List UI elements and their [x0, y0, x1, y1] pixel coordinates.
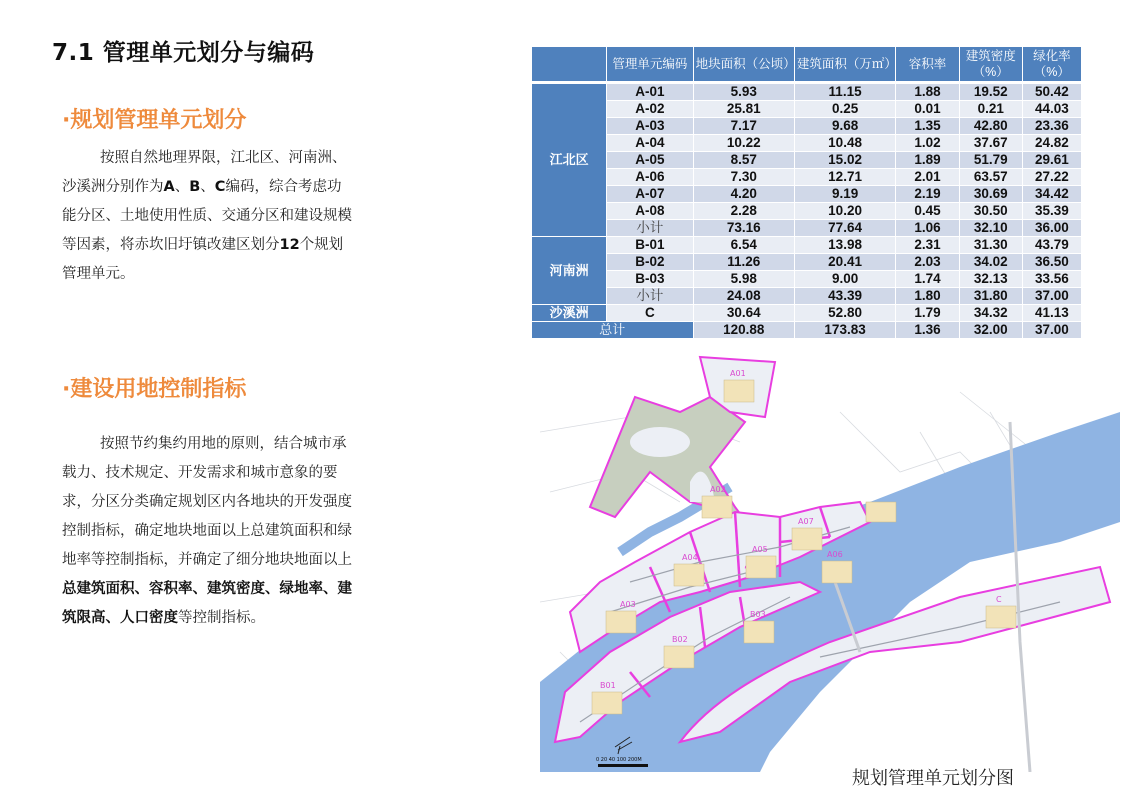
group-cell: 江北区: [532, 83, 607, 237]
floor_area-cell: 77.64: [794, 220, 895, 237]
header-unit-code: 管理单元编码: [607, 47, 693, 83]
area-cell: 7.30: [693, 169, 794, 186]
density-cell: 19.52: [959, 83, 1022, 101]
floor_area-cell: 10.20: [794, 203, 895, 220]
density-cell: 31.30: [959, 237, 1022, 254]
unit-code-cell: A-06: [607, 169, 693, 186]
total-area-cell: 120.88: [693, 322, 794, 339]
section-heading-land-control: ·建设用地控制指标: [62, 377, 247, 402]
unit-code-cell: C: [607, 305, 693, 322]
map-label-b01: B01: [600, 681, 616, 690]
green-cell: 44.03: [1022, 101, 1081, 118]
unit-code-cell: A-05: [607, 152, 693, 169]
table-header-row: [532, 47, 1082, 83]
far-cell: 1.06: [896, 220, 960, 237]
total-density-cell: 32.00: [959, 322, 1022, 339]
far-cell: 2.03: [896, 254, 960, 271]
unit-code-cell: B-03: [607, 271, 693, 288]
density-cell: 32.10: [959, 220, 1022, 237]
map-label-b02: B02: [672, 635, 688, 644]
map-label-a06: A06: [827, 550, 843, 559]
density-cell: 63.57: [959, 169, 1022, 186]
area-cell: 7.17: [693, 118, 794, 135]
area-cell: 10.22: [693, 135, 794, 152]
far-cell: 1.02: [896, 135, 960, 152]
unit-code-cell: 小计: [607, 220, 693, 237]
area-cell: 5.98: [693, 271, 794, 288]
unit-code-cell: 小计: [607, 288, 693, 305]
bold-term: A: [163, 179, 175, 195]
map-label-a02: A02: [710, 485, 726, 494]
map-label-c: C: [996, 595, 1002, 604]
table-row: [532, 83, 1082, 101]
unit-code-cell: A-02: [607, 101, 693, 118]
group-cell: 沙溪洲: [532, 305, 607, 322]
table-row: [532, 152, 1082, 169]
section-heading-unit-division: ·规划管理单元划分: [62, 108, 247, 133]
green-cell: 33.56: [1022, 271, 1081, 288]
management-unit-table: [532, 47, 1082, 339]
map-label-a05: A05: [752, 545, 768, 554]
table-row: [532, 288, 1082, 305]
density-cell: 34.32: [959, 305, 1022, 322]
floor_area-cell: 10.48: [794, 135, 895, 152]
floor_area-cell: 13.98: [794, 237, 895, 254]
area-cell: 25.81: [693, 101, 794, 118]
far-cell: 1.80: [896, 288, 960, 305]
map-label-b03: B03: [750, 610, 766, 619]
scale-bar: [596, 757, 648, 767]
area-cell: 24.08: [693, 288, 794, 305]
map-label-a03: A03: [620, 600, 636, 609]
far-cell: 1.89: [896, 152, 960, 169]
green-cell: 41.13: [1022, 305, 1081, 322]
paragraph-text: 、: [200, 179, 215, 195]
green-cell: 29.61: [1022, 152, 1081, 169]
paragraph-text: 按照自然地理界限，江北区、河南洲、沙溪洲分别作为: [62, 150, 347, 195]
map-label-a04: A04: [682, 553, 698, 562]
green-cell: 50.42: [1022, 83, 1081, 101]
bold-term: C: [214, 179, 226, 195]
unit-code-cell: B-01: [607, 237, 693, 254]
floor_area-cell: 20.41: [794, 254, 895, 271]
group-cell: 河南洲: [532, 237, 607, 305]
land-control-paragraph: [62, 430, 352, 633]
total-floor_area-cell: 173.83: [794, 322, 895, 339]
table-row: [532, 305, 1082, 322]
density-cell: 34.02: [959, 254, 1022, 271]
density-cell: 0.21: [959, 101, 1022, 118]
table-row: [532, 169, 1082, 186]
map-caption: 规划管理单元划分图: [852, 768, 1014, 789]
floor_area-cell: 9.68: [794, 118, 895, 135]
far-cell: 1.74: [896, 271, 960, 288]
table-row: [532, 135, 1082, 152]
density-cell: 30.69: [959, 186, 1022, 203]
table-row: [532, 118, 1082, 135]
bold-term: B: [189, 179, 201, 195]
density-cell: 51.79: [959, 152, 1022, 169]
paragraph-text: 、: [174, 179, 190, 195]
total-label-cell: 总计: [532, 322, 693, 339]
floor_area-cell: 0.25: [794, 101, 895, 118]
paragraph-text: 按照节约集约用地的原则，结合城市承载力、技术规定、开发需求和城市意象的要求，分区分类确定规划区内各地块的开发强度控制指标，确定地块地面以上总建筑面积和绿地率等控制指标，并确定了细分地块地面以上: [62, 436, 352, 568]
far-cell: 0.01: [896, 101, 960, 118]
area-cell: 73.16: [693, 220, 794, 237]
unit-code-cell: A-08: [607, 203, 693, 220]
area-cell: 4.20: [693, 186, 794, 203]
far-cell: 2.01: [896, 169, 960, 186]
total-far-cell: 1.36: [896, 322, 960, 339]
table-row: [532, 271, 1082, 288]
page-title: 7.1 管理单元划分与编码: [52, 40, 315, 66]
table-row: [532, 101, 1082, 118]
area-cell: 11.26: [693, 254, 794, 271]
floor_area-cell: 15.02: [794, 152, 895, 169]
header-far: 容积率: [896, 47, 960, 83]
unit-code-cell: A-04: [607, 135, 693, 152]
area-cell: 5.93: [693, 83, 794, 101]
table-row: [532, 186, 1082, 203]
table-row: [532, 254, 1082, 271]
table-row: [532, 220, 1082, 237]
bold-term: 总建筑面积、容积率、建筑密度、绿地率、建筑限高、人口密度: [62, 581, 352, 626]
header-floor-area: 建筑面积（万㎡）: [794, 47, 895, 83]
total-green-cell: 37.00: [1022, 322, 1081, 339]
svg-text:0 20 40 100 200M: 0 20 40 100 200M: [596, 757, 642, 763]
paragraph-text: 等控制指标。: [178, 610, 265, 626]
far-cell: 1.35: [896, 118, 960, 135]
paragraph-text: 个规划管理单元。: [62, 237, 344, 282]
unit-code-cell: A-07: [607, 186, 693, 203]
area-cell: 30.64: [693, 305, 794, 322]
map-label-a07: A07: [798, 517, 814, 526]
floor_area-cell: 9.00: [794, 271, 895, 288]
floor_area-cell: 52.80: [794, 305, 895, 322]
table-row: [532, 203, 1082, 220]
density-cell: 30.50: [959, 203, 1022, 220]
paragraph-text: 编码，综合考虑功能分区、土地使用性质、交通分区和建设规模等因素，将赤坎旧圩镇改建区划分: [62, 179, 352, 253]
green-cell: 27.22: [1022, 169, 1081, 186]
floor_area-cell: 11.15: [794, 83, 895, 101]
green-cell: 36.50: [1022, 254, 1081, 271]
area-cell: 8.57: [693, 152, 794, 169]
far-cell: 0.45: [896, 203, 960, 220]
far-cell: 2.19: [896, 186, 960, 203]
table-row: [532, 237, 1082, 254]
green-cell: 23.36: [1022, 118, 1081, 135]
header-plot-area: 地块面积（公顷）: [693, 47, 794, 83]
density-cell: 32.13: [959, 271, 1022, 288]
floor_area-cell: 43.39: [794, 288, 895, 305]
density-cell: 31.80: [959, 288, 1022, 305]
area-cell: 6.54: [693, 237, 794, 254]
table-total-row: [532, 322, 1082, 339]
unit-code-cell: A-01: [607, 83, 693, 101]
density-cell: 42.80: [959, 118, 1022, 135]
header-group: [532, 47, 607, 83]
density-cell: 37.67: [959, 135, 1022, 152]
far-cell: 1.79: [896, 305, 960, 322]
green-cell: 35.39: [1022, 203, 1081, 220]
header-density: 建筑密度（%）: [959, 47, 1022, 83]
green-cell: 43.79: [1022, 237, 1081, 254]
map-label-a01: A01: [730, 369, 746, 378]
unit-division-paragraph: [62, 144, 352, 289]
unit-division-map: [540, 352, 1120, 772]
unit-code-cell: B-02: [607, 254, 693, 271]
green-cell: 34.42: [1022, 186, 1081, 203]
floor_area-cell: 9.19: [794, 186, 895, 203]
bold-term: 12: [279, 237, 300, 253]
green-cell: 37.00: [1022, 288, 1081, 305]
green-cell: 24.82: [1022, 135, 1081, 152]
unit-code-cell: A-03: [607, 118, 693, 135]
far-cell: 1.88: [896, 83, 960, 101]
green-cell: 36.00: [1022, 220, 1081, 237]
far-cell: 2.31: [896, 237, 960, 254]
header-green-rate: 绿化率（%）: [1022, 47, 1081, 83]
area-cell: 2.28: [693, 203, 794, 220]
floor_area-cell: 12.71: [794, 169, 895, 186]
